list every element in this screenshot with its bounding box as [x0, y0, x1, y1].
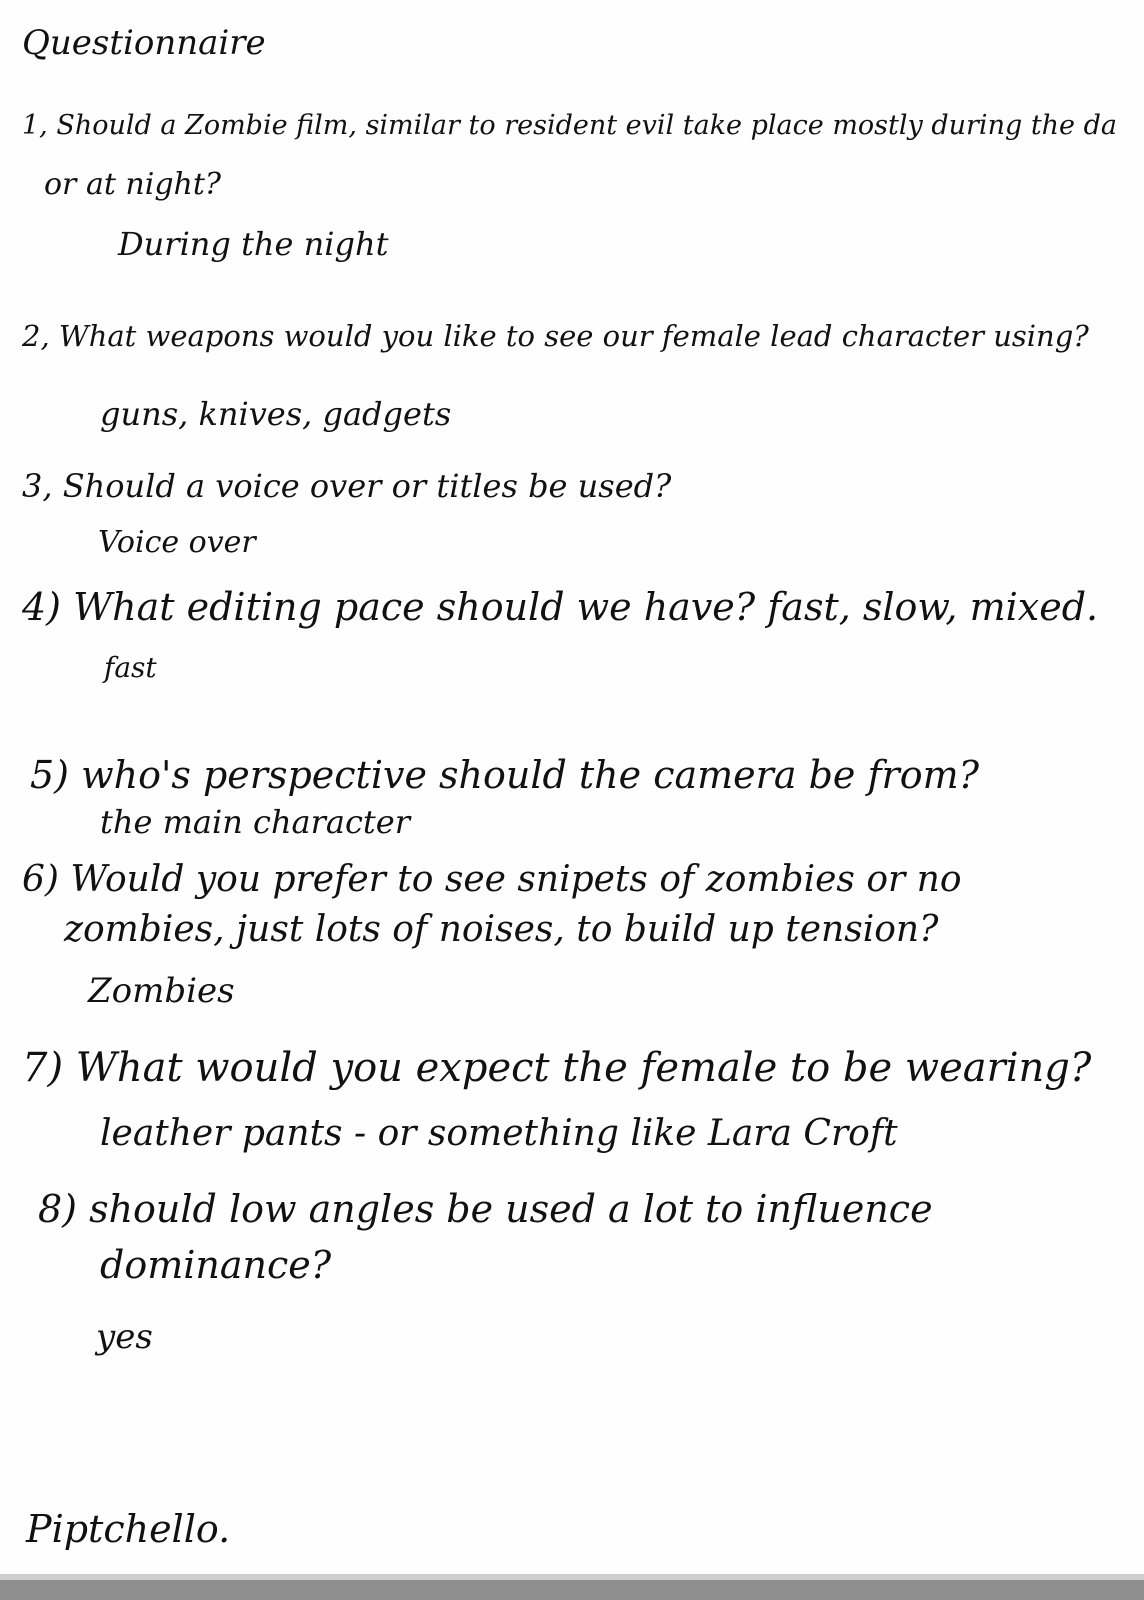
answer-5: the main character — [100, 803, 411, 841]
question-5: 5) who's perspective should the camera be from? — [30, 753, 979, 797]
answer-8: yes — [96, 1317, 153, 1357]
question-6-line-1: 6) Would you prefer to see snipets of zombies or no — [22, 859, 962, 900]
question-8-line-1: 8) should low angles be used a lot to influence — [38, 1187, 933, 1231]
scan-border-edge — [0, 1574, 1144, 1580]
answer-4: fast — [104, 651, 157, 684]
question-4: 4) What editing pace should we have? fast, slow, mixed. — [22, 585, 1099, 629]
question-7: 7) What would you expect the female to be wearing? — [22, 1045, 1092, 1091]
answer-3: Voice over — [98, 525, 256, 560]
signature: Piptchello. — [26, 1507, 231, 1551]
question-8-line-2: dominance? — [100, 1243, 332, 1287]
question-1-line-2: or at night? — [44, 167, 221, 202]
question-6-line-2: zombies, just lots of noises, to build up tension? — [64, 909, 939, 950]
scan-border — [0, 1574, 1144, 1600]
answer-7: leather pants - or something like Lara Croft — [100, 1113, 898, 1154]
page-title: Questionnaire — [22, 23, 266, 63]
answer-1: During the night — [118, 225, 389, 263]
answer-2: guns, knives, gadgets — [100, 395, 452, 433]
answer-6: Zombies — [88, 971, 235, 1011]
question-2: 2, What weapons would you like to see our female lead character using? — [22, 319, 1089, 353]
question-3: 3, Should a voice over or titles be used? — [22, 467, 672, 505]
question-1-line-1: 1, Should a Zombie film, similar to resident evil take place mostly during the da — [22, 110, 1118, 141]
